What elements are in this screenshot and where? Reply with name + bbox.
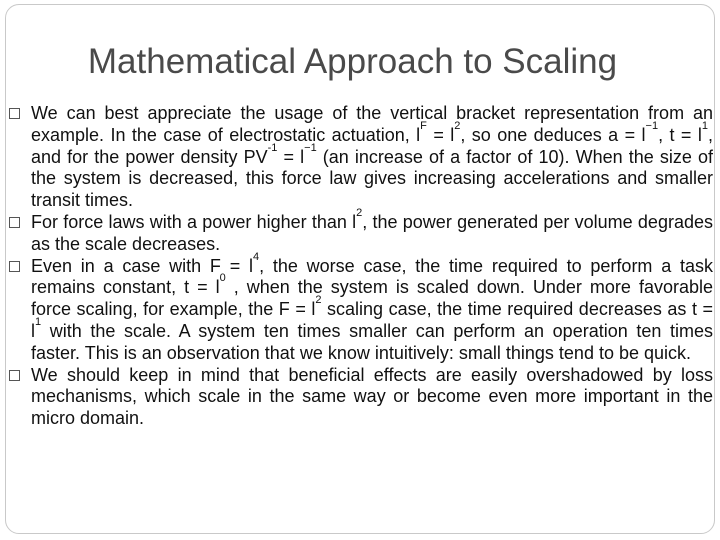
bullet-box-icon — [9, 370, 20, 381]
superscript: −1 — [304, 141, 317, 154]
superscript: 1 — [701, 119, 708, 132]
superscript: 4 — [252, 250, 260, 263]
bullet-text: , the power generated per volume degrades as the scale decreases. — [31, 211, 713, 254]
bullet-box-icon — [9, 217, 20, 228]
bullet-text: = l — [277, 146, 305, 167]
bullet-text: We should keep in mind that beneficial effects are easily overshadowed by loss mechanisms, which scale in the same way or become even more important in the micro domain. — [31, 364, 713, 429]
bullet-text: , and for the power density PV — [31, 124, 713, 167]
superscript: F — [420, 119, 427, 132]
bullet-text: = l — [426, 124, 455, 145]
bullet-item — [8, 250, 713, 365]
bullet-item — [8, 365, 713, 430]
bullet-item — [8, 206, 713, 256]
bullet-text: Even in a case with F = l — [31, 255, 253, 276]
slide-title: Mathematical Approach to Scaling — [87, 42, 618, 81]
superscript: 2 — [356, 206, 363, 219]
bullet-box-icon — [9, 261, 20, 272]
bullet-text: , t = l — [658, 124, 702, 145]
bullet-text: (an increase of a factor of 10). When the size of the system is decreased, this force law gives increasing accelerations and smaller transit times. — [31, 146, 713, 211]
superscript: -1 — [267, 141, 278, 154]
bullet-text: , when the system is scaled down. Under more favorable force scaling, for example, the F = l — [31, 277, 713, 320]
superscript: 2 — [315, 294, 322, 307]
bullet-text: We can best appreciate the usage of the vertical bracket representation from an example. In the case of electrostatic actuation, l — [31, 103, 713, 145]
bullet-item — [8, 103, 713, 212]
bullet-text: scaling case, the time required decreases as t = l — [31, 299, 713, 341]
superscript: 2 — [454, 119, 461, 132]
bullet-box-icon — [9, 108, 20, 119]
bullet-text: with the scale. A system ten times smaller can perform an operation ten times faster. This is an observation that we know intuitively: small things tend to be quick. — [31, 320, 713, 363]
bullet-text: For force laws with a power higher than l — [31, 211, 357, 232]
bullet-text: , the worse case, the time required to perform a task remains constant, t = l — [31, 255, 713, 298]
superscript: 0 — [219, 272, 226, 285]
superscript: −1 — [645, 119, 659, 132]
bullet-list — [8, 103, 713, 430]
superscript: 1 — [35, 315, 42, 328]
bullet-text: , so one deduces a = l — [460, 124, 646, 145]
